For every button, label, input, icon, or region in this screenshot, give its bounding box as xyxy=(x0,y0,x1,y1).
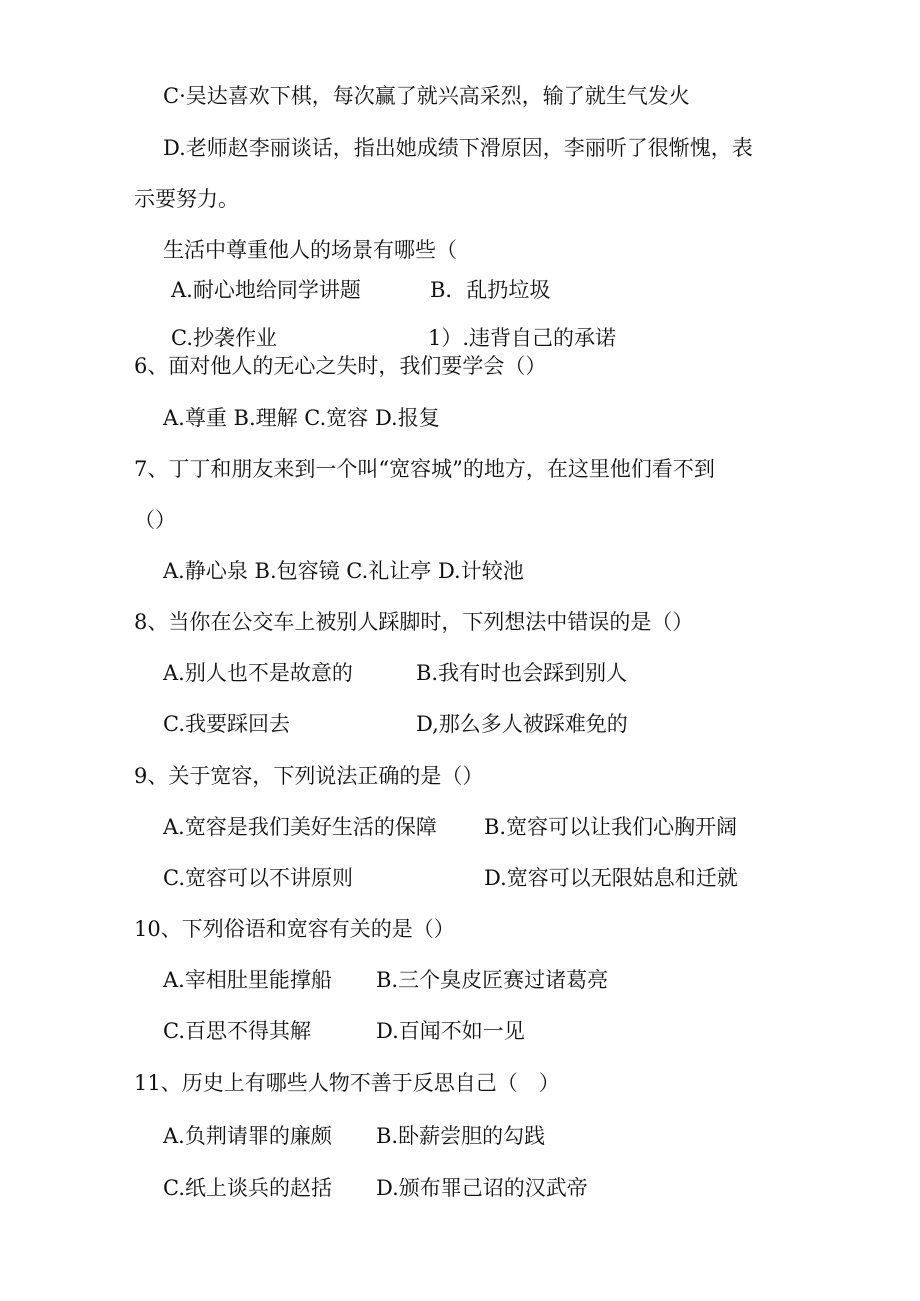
q11-option-a: A.负荆请罪的廉颇 xyxy=(163,1124,332,1148)
q6-options: A.尊重 B.理解 C.宽容 D.报复 xyxy=(163,406,440,430)
q7-stem-line1: 7、丁丁和朋友来到一个叫“宽容城”的地方，在这里他们看不到 xyxy=(134,457,715,481)
q5-option-c: C.抄袭作业 xyxy=(171,326,277,350)
q5-stem: 生活中尊重他人的场景有哪些（ xyxy=(163,238,457,262)
q9-option-c: C.宽容可以不讲原则 xyxy=(163,866,353,890)
q5-option-a: A.耐心地给同学讲题 xyxy=(171,278,361,302)
prev-option-d-line1: D.老师赵李丽谈话，指出她成绩下滑原因，李丽听了很惭愧，表 xyxy=(163,136,753,160)
q8-option-c: C.我要踩回去 xyxy=(163,712,290,736)
prev-option-c: C·吴达喜欢下棋，每次赢了就兴高采烈，输了就生气发火 xyxy=(163,84,690,108)
q8-option-b: B.我有时也会踩到别人 xyxy=(416,661,628,685)
q11-option-b: B.卧薪尝胆的勾践 xyxy=(376,1124,546,1148)
q9-stem: 9、关于宽容，下列说法正确的是（） xyxy=(134,764,484,788)
q6-stem: 6、面对他人的无心之失时，我们要学会（） xyxy=(134,354,547,378)
q10-option-d: D.百闻不如一见 xyxy=(376,1019,525,1043)
q10-stem: 10、下列俗语和宽容有关的是（） xyxy=(134,917,455,941)
q8-stem: 8、当你在公交车上被别人踩脚时，下列想法中错误的是（） xyxy=(134,610,694,634)
q10-option-a: A.宰相肚里能撑船 xyxy=(163,968,332,992)
q9-option-b: B.宽容可以让我们心胸开阔 xyxy=(484,815,738,839)
q9-option-a: A.宽容是我们美好生活的保障 xyxy=(163,815,437,839)
q8-option-a: A.别人也不是故意的 xyxy=(163,661,353,685)
prev-option-d-line2: 示要努力。 xyxy=(134,187,239,211)
q5-option-b: B．乱扔垃圾 xyxy=(430,278,551,302)
q5-option-d: 1）.违背自己的承诺 xyxy=(428,326,617,350)
q9-option-d: D.宽容可以无限姑息和迁就 xyxy=(484,866,738,890)
q10-option-b: B.三个臭皮匠赛过诸葛亮 xyxy=(376,968,609,992)
q11-option-c: C.纸上谈兵的赵括 xyxy=(163,1176,332,1200)
q11-stem: 11、历史上有哪些人物不善于反思自己（ ） xyxy=(134,1071,560,1095)
q10-option-c: C.百思不得其解 xyxy=(163,1019,311,1043)
q7-stem-line2: （） xyxy=(134,508,176,532)
q11-option-d: D.颁布罪己诏的汉武帝 xyxy=(376,1176,588,1200)
q7-options: A.静心泉 B.包容镜 C.礼让亭 D.计较池 xyxy=(163,559,524,583)
q8-option-d: D,那么多人被踩难免的 xyxy=(416,712,628,736)
